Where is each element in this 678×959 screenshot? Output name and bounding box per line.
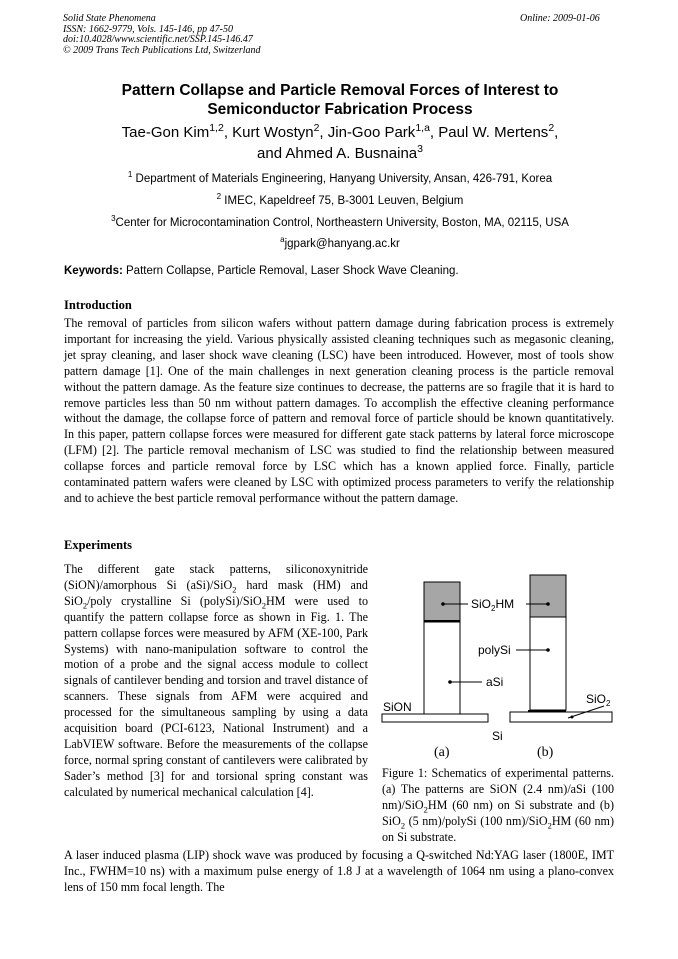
figure-1-caption: Figure 1: Schematics of experimental patterns. (a) The patterns are SiON (2.4 nm)/aSi (100 nm)/SiO$_2$HM (60 nm) on Si substrate and (b) SiO$_2$ (5 nm)/polySi (100 nm)/SiO$_2$HM (60 nm) on Si substrate. <box>382 766 614 844</box>
pattern-a-sion <box>424 620 460 622</box>
keywords-label: Keywords: <box>64 265 123 277</box>
keywords <box>64 265 459 277</box>
email-sup: a <box>280 235 285 245</box>
label-asi: aSi <box>486 675 504 689</box>
label-si: Si <box>492 729 503 743</box>
paper-title <box>60 81 620 119</box>
author-1-sup: 1,2 <box>209 122 224 134</box>
journal-issn: ISSN: 1662-9779, Vols. 145-146, pp 47-50 <box>63 23 233 35</box>
label-sio2: SiO$_2$ <box>586 692 611 708</box>
author-2-sup: 2 <box>313 122 320 134</box>
affiliation-3-num: 3 <box>111 214 116 224</box>
label-polysi: polySi <box>478 643 511 657</box>
label-sion: SiON <box>383 700 412 714</box>
email-address: jgpark@hanyang.ac.kr <box>284 238 400 250</box>
pattern-a-hm <box>424 582 460 622</box>
experiments-heading: Experiments <box>64 538 133 552</box>
author-4-sup: 2 <box>548 122 555 134</box>
introduction-text: The removal of particles from silicon wafers without pattern damage during fabrication process is extremely important for increasing the yield. Various physically assisted cleaning techniques such as megasonic cleaning, jet spray cleaning, and laser shock wave cleaning (LSC) have been introduced. However, most of tools show pattern damage [1]. One of the main challenges in next generation cleaning process is the particle removal without the pattern damage. As the feature size continues to decrease, the patterns are so fragile that it is hard to remove particles less than 50 nm without pattern damages. To accomplish the effective cleaning performance without the damage, the collapse force of pattern and removal force of particle should be known quantitatively. In this paper, pattern collapse forces were measured for different gate stack patterns by lateral force microscope (LFM) [2]. The particle removal mechanism of LSC was studied to find the relationship between measured collapse forces and particle removal force by LSC which has a known applied force. Finally, particle contaminated pattern wafers were cleaned by LSC with optimized process parameters to verify the relationship and to achieve the best particle removal performance without the pattern damage. <box>64 316 614 505</box>
label-sio2hm: SiO$_2$HM <box>471 597 515 613</box>
author-3-sup: 1,a <box>415 122 430 134</box>
label-b: (b) <box>537 745 554 760</box>
author-3: Jin-Goo Park <box>327 124 416 141</box>
journal-name: Solid State Phenomena <box>63 13 156 24</box>
title-line-1: Pattern Collapse and Particle Removal Forces of Interest to <box>121 82 559 99</box>
introduction-heading: Introduction <box>64 298 132 312</box>
author-5: and Ahmed A. Busnaina <box>257 145 418 162</box>
figure-1-schematic <box>378 572 618 762</box>
pattern-a-asi <box>424 622 460 714</box>
journal-header <box>63 14 261 56</box>
affiliation-2 <box>60 194 620 208</box>
label-a: (a) <box>434 745 450 760</box>
pattern-b-polysi <box>530 617 566 710</box>
affiliation-2-num: 2 <box>216 192 222 202</box>
affiliation-1-num: 1 <box>127 170 133 180</box>
author-1: Tae-Gon Kim <box>121 124 210 141</box>
affiliation-2-text: IMEC, Kapeldreef 75, B-3001 Leuven, Belgium <box>224 195 464 207</box>
online-date: Online: 2009-01-06 <box>520 13 600 24</box>
si-substrate-b <box>510 712 612 722</box>
author-list: Tae-Gon Kim$^{1,2}$, Kurt Wostyn$^2$, Jin-Goo Park$^{1,a}$, Paul W. Mertens$^2$, and Ahmed A. Busnaina$^3$ <box>121 122 559 162</box>
experiments-text: The different gate stack patterns, siliconoxynitride (SiON)/amorphous Si (aSi)/SiO$_2$ hard mask (HM) and SiO$_2$/poly crystalline Si (polySi)/SiO$_2$HM were used to quantify the pattern collapse force as shown in Fig. 1. The pattern collapse forces were measured by AFM (XE-100, Park Systems) with nano-manipulation software to control the motion of a probe and the signal access module to collect signals of cantilever bending and torsion and travel distance of scanners. These signals from AFM were acquired and processed for the simultaneous sampling by using a data acquisition board (PCI-6123, National Instrument) and a LabVIEW software. Before the measurements of the collapse force, normal spring constant of cantilevers were calibrated by Sader’s method [3] for and torsional spring constant was calculated by numerical mechanical calculation [4]. <box>64 562 368 799</box>
email <box>60 237 620 251</box>
affiliation-1-text: Department of Materials Engineering, Hanyang University, Ansan, 426-791, Korea <box>135 173 553 185</box>
affiliation-1 <box>60 172 620 186</box>
keywords-text: Pattern Collapse, Particle Removal, Laser Shock Wave Cleaning. <box>126 265 459 277</box>
author-2: Kurt Wostyn <box>232 124 314 141</box>
pattern-b-hm <box>530 575 566 617</box>
title-line-2: Semiconductor Fabrication Process <box>207 101 473 118</box>
author-4: Paul W. Mertens <box>438 124 549 141</box>
journal-copyright: © 2009 Trans Tech Publications Ltd, Switzerland <box>63 44 261 56</box>
affiliation-3-text: Center for Microcontamination Control, Northeastern University, Boston, MA, 02115, USA <box>115 217 569 229</box>
lip-paragraph: A laser induced plasma (LIP) shock wave was produced by focusing a Q-switched Nd:YAG laser (1800E, IMT Inc., FWHM=10 ns) with a maximum pulse energy of 1.8 J at a wavelength of 1064 nm using a plano-convex lens of 150 mm focal length. The <box>64 848 614 894</box>
si-substrate-a <box>382 714 488 722</box>
affiliation-3 <box>60 216 620 230</box>
author-5-sup: 3 <box>417 143 423 155</box>
journal-doi: doi:10.4028/www.scientific.net/SSP.145-146.47 <box>63 34 253 45</box>
